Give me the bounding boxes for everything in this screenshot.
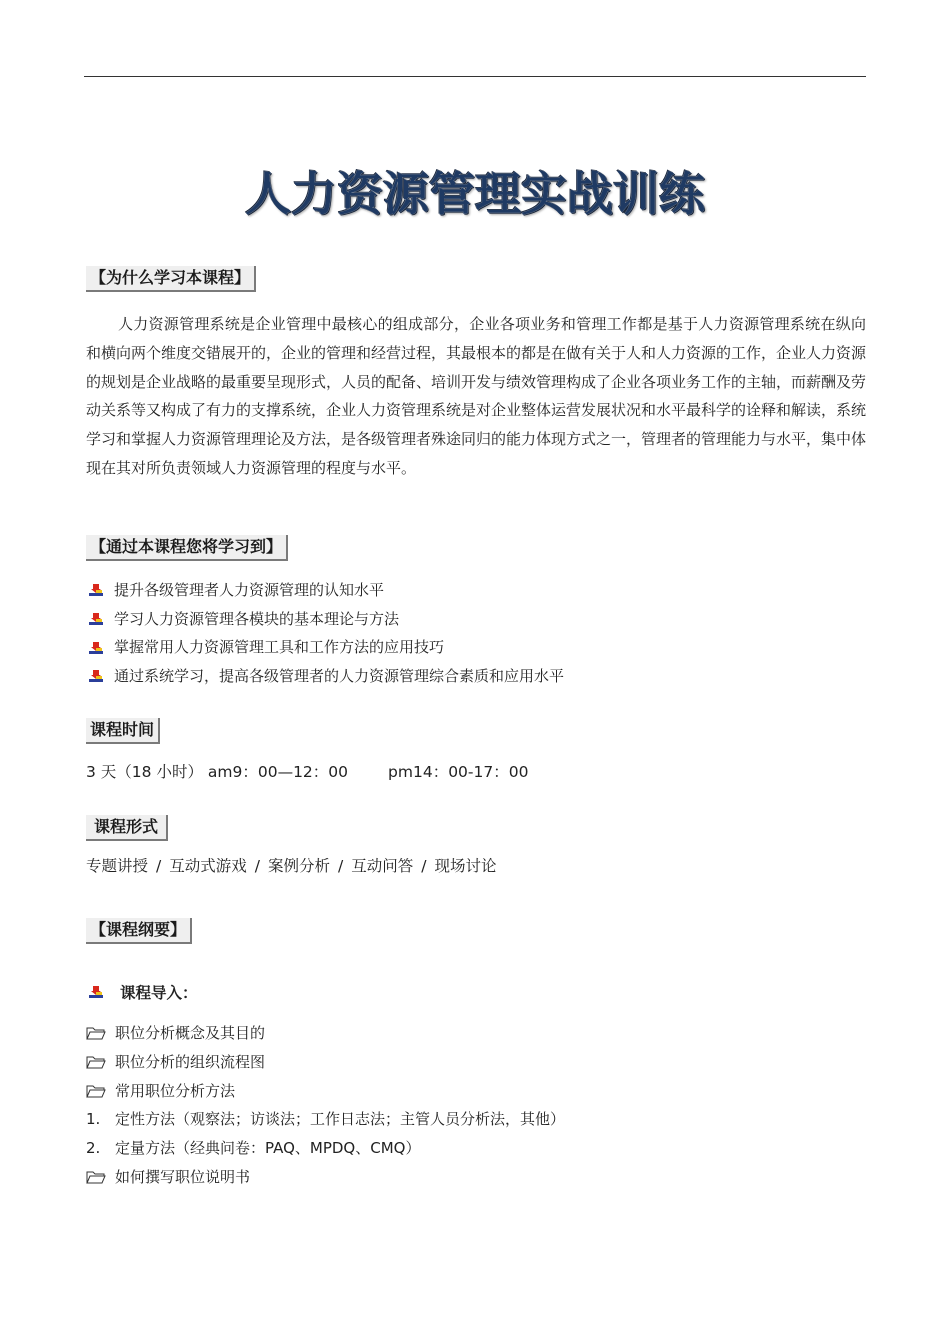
list-item (86, 576, 846, 605)
outline-item-text: 常用职位分析方法 (115, 1081, 236, 1100)
format-separator: / (338, 857, 344, 875)
folder-icon (86, 1026, 106, 1040)
section-heading-format: 课程形式 (86, 815, 168, 841)
outline-item-text: 职位分析的组织流程图 (115, 1052, 266, 1071)
section-heading-learn: 【通过本课程您将学习到】 (86, 535, 288, 561)
header-rule (84, 76, 866, 77)
format-separator: / (254, 857, 260, 875)
list-item (86, 605, 846, 634)
list-item (86, 662, 846, 691)
list-item (86, 1163, 565, 1192)
page-title: 人力资源管理实战训练 (245, 167, 705, 221)
list-item (86, 1077, 565, 1106)
course-duration: 3 天（18 小时） (86, 763, 203, 781)
outline-item-text: 定性方法（观察法；访谈法；工作日志法；主管人员分析法，其他） (115, 1110, 566, 1129)
format-item: 案例分析 (268, 857, 331, 875)
folder-icon (86, 1084, 106, 1098)
learn-list (86, 576, 846, 691)
list-item (86, 1105, 565, 1134)
outline-item-text: 职位分析概念及其目的 (115, 1024, 266, 1042)
format-separator: / (421, 857, 427, 875)
section-heading-outline: 【课程纲要】 (86, 918, 192, 944)
arrow-bullet-icon (86, 666, 106, 686)
section-heading-time: 课程时间 (86, 718, 160, 744)
learn-item-text: 通过系统学习，提高各级管理者的人力资源管理综合素质和应用水平 (114, 667, 565, 686)
why-paragraph: 人力资源管理系统是企业管理中最核心的组成部分，企业各项业务和管理工作都是基于人力资源管理系统在纵向和横向两个维度交错展开的，企业的管理和经营过程，其最根本的都是在做有关于人和人力资源的工作，企业人力资源的规划是企业战略的最重要呈现形式，人员的配备、培训开发与绩效管理构成了企业各项业务工作的主轴，而薪酬及劳动关系等又构成了有力的支撑系统，企业人力资管理系统是对企业整体运营发展状况和水平最科学的诠释和解读，系统学习和掌握人力资源管理理论及方法，是各级管理者殊途同归的能力体现方式之一，管理者的管理能力与水平，集中体现在其对所负责领域人力资源管理的程度与水平。 (86, 315, 867, 477)
section-heading-why: 【为什么学习本课程】 (86, 266, 256, 292)
course-pm-time: pm14：00-17：00 (388, 763, 529, 781)
outline-intro (86, 981, 198, 1003)
outline-number: 2. (86, 1139, 101, 1158)
arrow-bullet-icon (86, 580, 106, 600)
arrow-bullet-icon (86, 609, 106, 629)
list-item (86, 1019, 565, 1048)
folder-icon (86, 1055, 106, 1069)
course-am-time: am9：00—12：00 (207, 763, 349, 781)
arrow-bullet-icon (86, 982, 106, 1002)
outline-item-text: 如何撰写职位说明书 (115, 1167, 251, 1186)
format-item: 互动式游戏 (169, 857, 247, 875)
course-time-line (86, 761, 528, 783)
arrow-bullet-icon (86, 638, 106, 658)
outline-list (86, 1019, 565, 1192)
learn-item-text: 学习人力资源管理各模块的基本理论与方法 (114, 609, 400, 628)
format-item: 互动问答 (351, 857, 414, 875)
format-separator: / (156, 857, 162, 875)
course-format-line (86, 855, 497, 877)
learn-item-text: 提升各级管理者人力资源管理的认知水平 (114, 581, 385, 599)
folder-icon (86, 1170, 106, 1184)
learn-item-text: 掌握常用人力资源管理工具和工作方法的应用技巧 (114, 638, 445, 657)
format-item: 专题讲授 (86, 857, 149, 875)
outline-item-text: 定量方法（经典问卷：PAQ、MPDQ、CMQ） (115, 1139, 421, 1158)
format-item: 现场讨论 (434, 857, 497, 875)
list-item (86, 1048, 565, 1077)
list-item (86, 633, 846, 662)
outline-intro-text: 课程导入： (120, 984, 198, 1002)
outline-number: 1. (86, 1110, 101, 1129)
list-item (86, 1134, 565, 1163)
